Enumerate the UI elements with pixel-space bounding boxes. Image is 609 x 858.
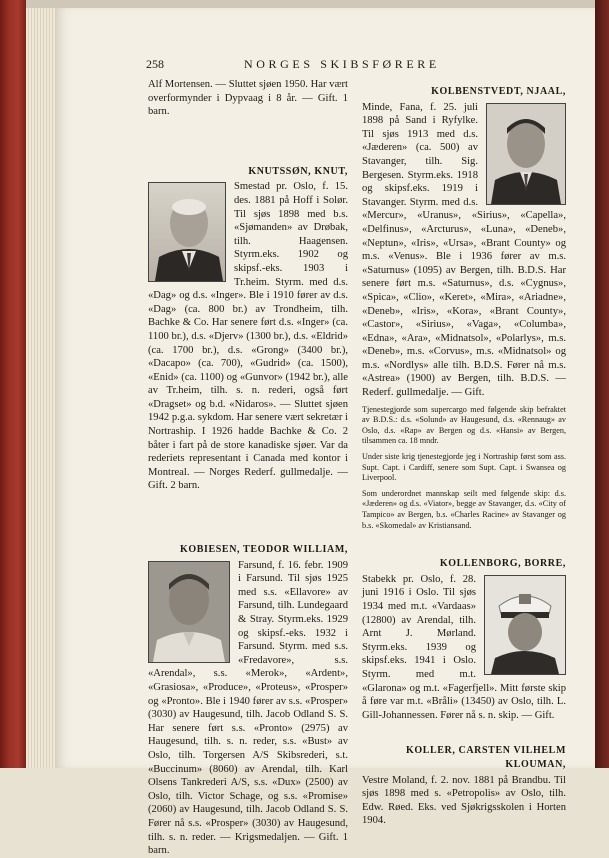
entry-text-knutsson: Smestad pr. Oslo, f. 15. des. 1881 på Hoff i Solør. Til sjøs 1898 med b.s. «Sjømanden» av Drøbak, tilh. Haagensen. Styrm.eks. 1902 og skipsf.-eks. 1903 i Tr.heim. Styrm. med d.s. «Dag» og d.s. «Inger». Ble i 1910 fører av d.s. «Dag» (ca. 800 br.) av Trondheim, tilh. Bachke & Co. Har senere ført d.s. «Inger» (ca. 1100 br.), d.s. «Djerv» (1300 br.), d.s. «Eldrid» (ca. 1700 br.), d.s. «Grong» (3400 br.), «Dacapo» (ca. 700), «Gudrid» (ca. 1500), «Enid» (ca. 1100) og «Gunvor» (1942 br.), alle av Tr.heim, tilh. s. n. rederi, også ført «Dragset» og b.d. «Nidaros». — Sluttet sjøen 1942 p.g.a. sykdom. Har senere vært sekretær i Nortraship. I 1926 hadde Bachke & Co. 2 båter i fart på de store kanadiske sjøer. Var da rederiets representant i Canada med kontor i Montreal. — Norges Rederf. gullmedalje. — Gift. 2 barn. [148,181,348,492]
book-top-edge [0,0,609,8]
entry-note-kolbenstvedt-2: Under siste krig tjenestegjorde jeg i Nortraship først som ass. Supt. Capt. i Cardiff, senere som Supt. Capt. i Swansea og Liverpool. [362,452,566,483]
entry-text-kollenborg: Stabekk pr. Oslo, f. 28. juni 1916 i Oslo. Til sjøs 1934 med m.t. «Vardaas» (12800) av Arendal, tilh. Arnt J. Mørland. Styrm.eks. 1939 og skipsf.eks. 1941 i Oslo. Styrm. med m.t. «Glarona» og m.t. «Fagerfjell». Mitt første skip å føre var m.t. «Bråli» (13450) av Oslo, tilh. L. Gill-Johannessen. Fører nå s. n. skip. — Gift. [362,573,566,721]
portrait-kolbenstvedt [486,103,566,205]
entry-heading-kollenborg: KOLLENBORG, BORRE, [439,558,566,570]
entry-heading-kobiesen: KOBIESEN, TEODOR WILLIAM, [179,544,348,556]
book-cover-spine [0,0,26,768]
continuation-text: Alf Mortensen. — Sluttet sjøen 1950. Har vært overformynder i Dypvaag i 8 år. — Gift. 1 barn. [148,79,348,118]
entry-text-kobiesen: Farsund, f. 16. febr. 1909 i Farsund. Til sjøs 1925 med s.s. «Ellavore» av Farsund, tilh. Lundegaard & Stray. Styrm.eks. 1929 og skipsf.-eks. 1932 i Farsund. Styrm. med s.s. «Fredavore», s.s. «Arendal», s.s. «Merok», «Ardent», «Grasiosa», «Produce», «Proteus», «Prosper» og «Pronto». Ble i 1940 fører av s.s. «Prosper» (3030) av Haugesund, tilh. Jacob Odland S. S. Har senere ført s.s. «Pronto» (2975) av Haugesund, tilh. s. n. reder, s.s. «Bust» av Oslo, tilh. Torgersen A/S Skibsrederi, s.t. «Buccinum» (8060) av Arendal, tilh. Karl Olsens Tankrederi A/S, s.s. «Dux» (2500) av Oslo, tilh. Victor Schage, og s.s. «Promise» (2060) av Haugesund, tilh. Jacob Odland S. S. Fører nå s.s. «Prosper» (3030) av Haugesund, tilh. s. n. reder. — Krigsmedaljen. — Gift. 1 barn. [148,559,348,857]
entry-note-kolbenstvedt-3: Som underordnet mannskap seilt med følgende skip: d.s. «Jæderen» og d.s. «Viator», begge av Stavanger, d.s. «City of Tampico» av Bergen, b.s. «Charles Racine» av Stavanger og b.s. «Skomedal» av Kristiansand. [362,488,566,530]
running-title: NORGES SKIBSFØRERE [244,57,440,71]
page-number: 258 [146,57,164,71]
entry-heading-koller: KOLLER, CARSTEN VILHELM KLOUMAN, [405,745,566,770]
book-cover-right [595,0,609,768]
entry-heading-kolbenstvedt: KOLBENSTVEDT, NJAAL, [431,86,566,97]
left-column [148,78,348,858]
page-edges [26,8,57,768]
entry-text-kolbenstvedt: Minde, Fana, f. 25. juli 1898 på Sand i Ryfylke. Til sjøs 1913 med d.s. «Jæderen» (ca. 500) av Stavanger, tilh. Sig. Bergesen. Styrm.eks. 1918 og skipsf.eks. 1919 i Stavanger. Styrm. med d.s. «Mercur», «Uranus», «Sirius», «Capella», «Delfinus», «Arcturus», «Luna», «Deneb», «Neptun», «Iris», «Ursa», «Brant County» og m.s. «Venus». Ble i 1936 fører av m.s. «Saturnus» (1095) av Bergen, tilh. B.D.S. Har senere ført m.s. «Saturnus», d.s. «Cygnus», «Spica», «Clio», «Keret», «Mira», «Ariadne», «Deneb», «Iris», «Kora», «Brant County», «Castor», «Sirius», «Vaga», «Columba», «Edna», «Ara», «Midnatsol», «Polarlys», m.s. «Deneb», m.s. «Corvus», m.s. «Midnatsol» og m.s. «Nordlys» alle tilh. B.D.S. Fører nå m.s. «Astrea» (1900) av Bergen, tilh. B.D.S. — Rederf. gullmedalje. — Gift. [362,101,566,399]
right-column [362,85,566,828]
entry-heading-knutsson: KNUTSSØN, KNUT, [248,165,348,177]
page-header [146,57,566,73]
portrait-knutsson [148,182,226,282]
entry-text-koller: Vestre Moland, f. 2. nov. 1881 på Brandbu. Til sjøs 1898 med s. «Petropolis» av Oslo, tilh. Edw. Røed. Eks. ved Sjøkrigsskolen i Horten 1904. [362,774,566,827]
portrait-kobiesen [148,561,230,663]
portrait-kollenborg [484,575,566,675]
entry-note-kolbenstvedt-1: Tjenestegjorde som supercargo med følgende skip befraktet av B.D.S.: d.s. «Solund» av Haugesund, d.s. «Rennaug» av Oslo, d.s. «Rap» av Bergen og d.s. «Hansi» av Bergen, tilsammen ca. 18 mndr. [362,404,566,446]
